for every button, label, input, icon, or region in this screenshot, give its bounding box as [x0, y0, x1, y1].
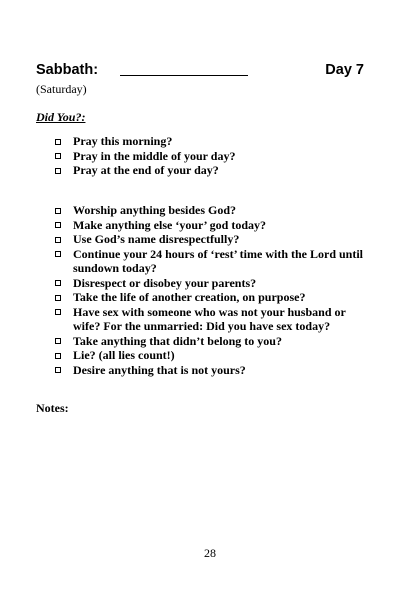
- checklist-item[interactable]: [55, 276, 370, 291]
- checklist-item[interactable]: [55, 203, 370, 218]
- checklist-item[interactable]: [55, 149, 370, 164]
- checklist-item-label: Take anything that didn’t belong to you?: [73, 333, 282, 348]
- checklist-item[interactable]: [55, 163, 370, 178]
- checklist-item[interactable]: [55, 218, 370, 233]
- day-number: Day 7: [325, 62, 364, 78]
- notes-label: Notes:: [36, 401, 69, 415]
- checklist-item[interactable]: [55, 348, 370, 363]
- checkbox-icon[interactable]: [55, 309, 61, 315]
- checkbox-icon[interactable]: [55, 338, 61, 344]
- checkbox-icon[interactable]: [55, 237, 61, 243]
- checklist-item-label: Pray this morning?: [73, 134, 173, 148]
- prayer-checklist: [55, 134, 370, 178]
- checklist-item-label: Pray at the end of your day?: [73, 163, 219, 177]
- checkbox-icon[interactable]: [55, 139, 61, 145]
- checklist-item-label: Pray in the middle of your day?: [73, 148, 236, 163]
- page-number: 28: [204, 546, 216, 560]
- section-title: Did You?:: [36, 110, 86, 124]
- checklist-item[interactable]: [55, 290, 370, 305]
- checkbox-icon[interactable]: [55, 280, 61, 286]
- checkbox-icon[interactable]: [55, 168, 61, 174]
- checklist-item[interactable]: [55, 247, 370, 276]
- checklist-item[interactable]: [55, 363, 370, 378]
- checkbox-icon[interactable]: [55, 153, 61, 159]
- checklist-item-label: Make anything else ‘your’ god today?: [73, 217, 266, 232]
- checklist-item-label: Have sex with someone who was not your husband or wife? For the unmarried: Did you have sex today?: [73, 304, 346, 333]
- checklist-item[interactable]: [55, 134, 370, 149]
- page-heading: [36, 62, 366, 82]
- day-title: Sabbath:: [36, 62, 99, 78]
- checkbox-icon[interactable]: [55, 222, 61, 228]
- checkbox-icon[interactable]: [55, 295, 61, 301]
- checklist-item-label: Lie? (all lies count!): [73, 348, 175, 362]
- checkbox-icon[interactable]: [55, 251, 61, 257]
- checklist-item-label: Worship anything besides God?: [73, 203, 237, 217]
- checklist-item-label: Use God’s name disrespectfully?: [73, 232, 240, 246]
- checkbox-icon[interactable]: [55, 208, 61, 214]
- checklist-item-label: Continue your 24 hours of ‘rest’ time with the Lord until sundown today?: [73, 246, 364, 275]
- checklist-item-label: Disrespect or disobey your parents?: [73, 275, 257, 290]
- checklist-item[interactable]: [55, 334, 370, 349]
- blank-line: [120, 75, 248, 76]
- question-checklist: [55, 203, 370, 377]
- checkbox-icon[interactable]: [55, 367, 61, 373]
- checklist-item-label: Take the life of another creation, on purpose?: [73, 290, 306, 304]
- checkbox-icon[interactable]: [55, 353, 61, 359]
- checklist-item[interactable]: [55, 232, 370, 247]
- day-subtitle: (Saturday): [36, 82, 87, 96]
- checklist-item-label: Desire anything that is not yours?: [73, 362, 246, 377]
- checklist-item[interactable]: [55, 305, 370, 334]
